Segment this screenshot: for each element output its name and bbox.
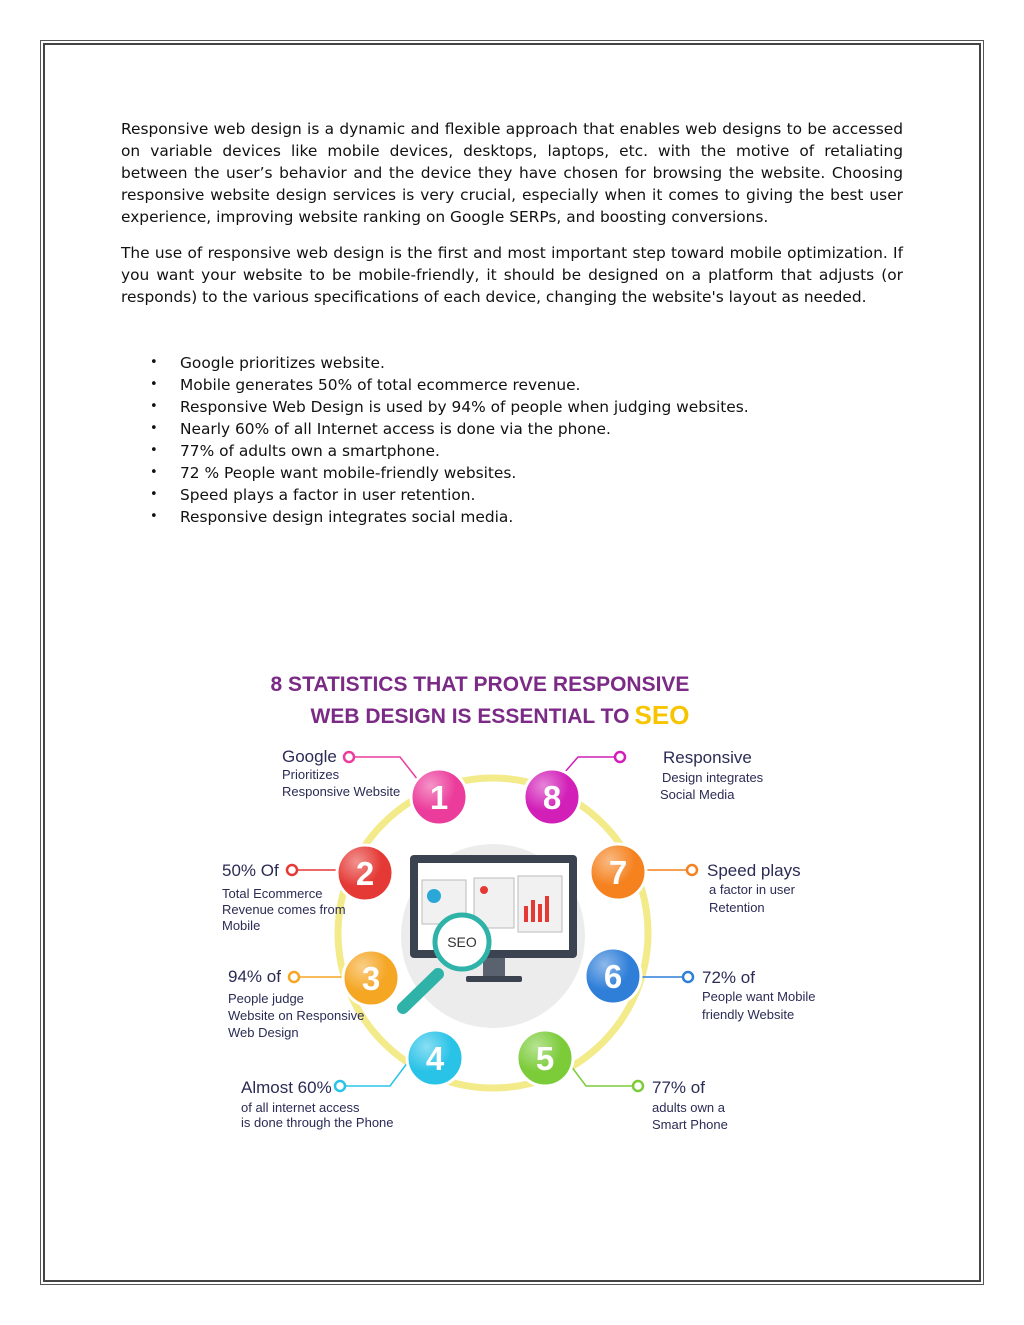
infographic-title-highlight: SEO	[634, 700, 690, 730]
number-bubble-5	[517, 1030, 573, 1086]
svg-text:Mobile: Mobile	[222, 918, 261, 933]
bullet-icon: •	[150, 421, 158, 436]
svg-text:Prioritizes: Prioritizes	[282, 767, 340, 782]
svg-text:72% of: 72% of	[702, 968, 755, 987]
bullet-icon: •	[150, 443, 158, 458]
stat-1-label	[282, 747, 400, 799]
bullet-icon: •	[150, 509, 158, 524]
list-item: • Nearly 60% of all Internet access is done via the phone.	[150, 420, 611, 438]
seo-center-label: SEO	[447, 934, 477, 950]
number-bubble-3	[343, 950, 399, 1006]
intro-paragraph: Responsive web design is a dynamic and flexible approach that enables web designs to be accessed on variable devices like mobile devices, desktops, laptops, etc. with the motive of retaliating between the user’s behavior and the device they have chosen for browsing the website. Choosing responsive website design services is very crucial, especially when it comes to giving the best user experience, improving website ranking on Google SERPs, and boosting conversions.	[121, 120, 903, 226]
infographic-svg	[218, 668, 838, 1143]
svg-text:Responsive: Responsive	[663, 748, 752, 767]
statistics-bullet-list	[121, 352, 903, 528]
bullet-icon: •	[150, 487, 158, 502]
svg-text:a factor in user: a factor in user	[709, 882, 795, 897]
bullet-icon: •	[150, 377, 158, 392]
number-bubble-1	[411, 769, 467, 825]
svg-text:94% of: 94% of	[228, 967, 281, 986]
svg-text:3: 3	[361, 960, 381, 997]
svg-text:5: 5	[535, 1040, 555, 1077]
svg-text:1: 1	[429, 779, 449, 816]
svg-text:Smart Phone: Smart Phone	[652, 1117, 728, 1132]
number-bubble-6	[585, 948, 641, 1004]
number-bubble-8	[524, 769, 580, 825]
svg-text:is done through the Phone: is done through the Phone	[241, 1115, 394, 1130]
svg-text:Google: Google	[282, 747, 337, 766]
list-item: • 77% of adults own a smartphone.	[150, 442, 440, 460]
infographic-title-line1: 8 STATISTICS THAT PROVE RESPONSIVE	[270, 673, 690, 696]
stat-6-label	[702, 968, 815, 1022]
stat-7-label	[707, 861, 801, 915]
number-bubble-2	[337, 845, 393, 901]
list-item: • 72 % People want mobile-friendly websites.	[150, 464, 517, 482]
stat-8-label	[660, 748, 764, 802]
svg-text:People want Mobile: People want Mobile	[702, 989, 816, 1004]
svg-text:Speed plays: Speed plays	[707, 861, 801, 880]
list-item: • Google prioritizes website.	[150, 354, 385, 372]
list-item: • Mobile generates 50% of total ecommerce revenue.	[150, 376, 581, 394]
list-item: • Speed plays a factor in user retention.	[150, 486, 476, 504]
svg-text:2: 2	[355, 855, 375, 892]
svg-text:7: 7	[608, 854, 628, 891]
mobile-optimization-paragraph: The use of responsive web design is the first and most important step toward mobile optimization. If you want your website to be mobile-friendly, it should be designed on a platform that adjusts (or responds) to the various specifications of each device, changing the website's layout as needed.	[121, 244, 903, 306]
stat-5-label	[652, 1078, 728, 1132]
svg-text:77% of: 77% of	[652, 1078, 705, 1097]
svg-text:friendly Website: friendly Website	[702, 1007, 795, 1022]
svg-text:adults own a: adults own a	[652, 1100, 725, 1115]
svg-text:Total Ecommerce: Total Ecommerce	[222, 886, 323, 901]
seo-statistics-infographic	[218, 668, 838, 1143]
stat-2-label	[222, 861, 346, 933]
svg-text:Website on Responsive: Website on Responsive	[228, 1008, 365, 1023]
document-body	[121, 118, 903, 528]
svg-text:Retention: Retention	[709, 900, 765, 915]
svg-text:of all internet access: of all internet access	[241, 1100, 360, 1115]
svg-text:8: 8	[542, 779, 562, 816]
svg-text:Social Media: Social Media	[660, 787, 735, 802]
list-item: • Responsive Web Design is used by 94% of people when judging websites.	[150, 398, 749, 416]
list-item: • Responsive design integrates social media.	[150, 508, 514, 526]
bullet-icon: •	[150, 399, 158, 414]
svg-text:Almost 60%: Almost 60%	[241, 1078, 332, 1097]
number-bubble-4	[407, 1030, 463, 1086]
svg-text:Web Design: Web Design	[228, 1025, 299, 1040]
bullet-icon: •	[150, 355, 158, 370]
svg-text:50% Of: 50% Of	[222, 861, 279, 880]
bullet-icon: •	[150, 465, 158, 480]
number-bubble-7	[590, 844, 646, 900]
svg-text:4: 4	[425, 1040, 445, 1077]
svg-text:Revenue comes from: Revenue comes from	[222, 902, 346, 917]
svg-text:Design integrates: Design integrates	[662, 770, 764, 785]
svg-text:Responsive Website: Responsive Website	[282, 784, 401, 799]
infographic-title-line2: WEB DESIGN IS ESSENTIAL TO	[310, 705, 630, 728]
svg-text:People judge: People judge	[228, 991, 304, 1006]
svg-text:6: 6	[603, 958, 623, 995]
